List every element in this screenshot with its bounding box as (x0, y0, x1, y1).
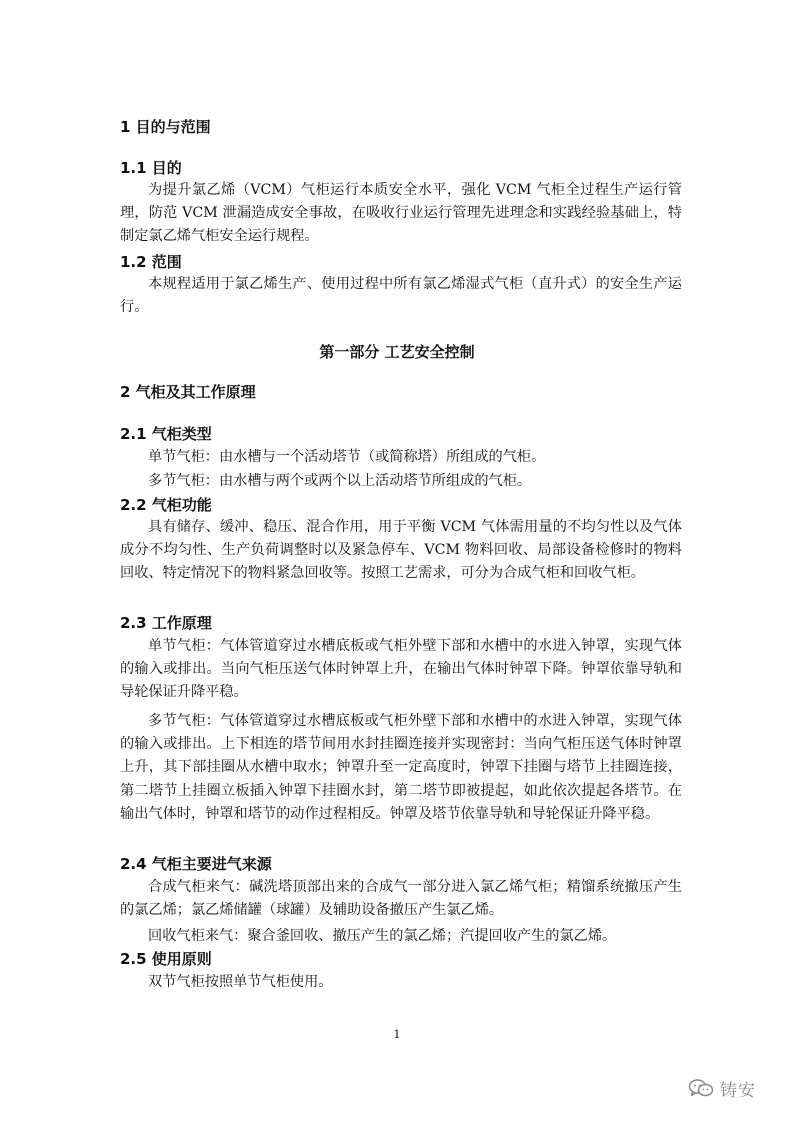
section-2-2-paragraph: 具有储存、缓冲、稳压、混合作用，用于平衡 VCM 气体需用量的不均匀性以及气体成分不均匀性、生产负荷调整时以及紧急停车、VCM 物料回收、局部设备检修时的物料回收、特定情况下的物料紧急回收等。按照工艺需求，可分为合成气柜和回收气柜。 (120, 519, 682, 582)
section-2-heading: 2 气柜及其工作原理 (120, 383, 256, 401)
section-2-4-paragraph-1: 合成气柜来气：碱洗塔顶部出来的合成气一部分进入氯乙烯气柜；精馏系统撤压产生的氯乙烯；氯乙烯储罐（球罐）及辅助设备撤压产生氯乙烯。 (120, 879, 682, 919)
part-1-heading: 第一部分 工艺安全控制 (319, 343, 475, 361)
wechat-icon (688, 1078, 714, 1098)
section-2-5-heading: 2.5 使用原则 (120, 950, 212, 968)
section-2-3-paragraph-2: 多节气柜：气体管道穿过水槽底板或气柜外壁下部和水槽中的水进入钟罩，实现气体的输入或排出。上下相连的塔节间用水封挂圈连接并实现密封：当向气柜压送气体时钟罩上升，其下部挂圈从水槽中取水；钟罩升至一定高度时，钟罩下挂圈与塔节上挂圈连接，第二塔节上挂圈立板插入钟罩下挂圈水封，第二塔节即被提起，如此依次提起各塔节。在输出气体时，钟罩和塔节的动作过程相反。钟罩及塔节依靠导轨和导轮保证升降平稳。 (120, 713, 682, 822)
section-2-4-heading: 2.4 气柜主要进气来源 (120, 855, 272, 873)
page-number: 1 (393, 1028, 401, 1041)
section-2-1-heading: 2.1 气柜类型 (120, 425, 212, 443)
section-1-2-heading: 1.2 范围 (120, 253, 182, 271)
section-2-4-paragraph-2: 回收气柜来气：聚合釜回收、撤压产生的氯乙烯；汽提回收产生的氯乙烯。 (148, 928, 617, 944)
watermark-text: 铸安 (720, 1080, 756, 1101)
section-2-3-heading: 2.3 工作原理 (120, 614, 212, 632)
section-1-1-heading: 1.1 目的 (120, 159, 182, 177)
section-2-5-paragraph: 双节气柜按照单节气柜使用。 (148, 974, 333, 990)
watermark (688, 1074, 756, 1102)
section-1-2-paragraph: 本规程适用于氯乙烯生产、使用过程中所有氯乙烯湿式气柜（直升式）的安全生产运行。 (120, 276, 682, 316)
section-2-2-heading: 2.2 气柜功能 (120, 496, 212, 514)
section-2-1-paragraph-1: 单节气柜：由水槽与一个活动塔节（或简称塔）所组成的气柜。 (148, 449, 546, 465)
section-2-1-paragraph-2: 多节气柜：由水槽与两个或两个以上活动塔节所组成的气柜。 (148, 473, 532, 489)
section-2-3-paragraph-1: 单节气柜：气体管道穿过水槽底板或气柜外壁下部和水槽中的水进入钟罩，实现气体的输入或排出。当向气柜压送气体时钟罩上升，在输出气体时钟罩下降。钟罩依靠导轨和导轮保证升降平稳。 (120, 638, 682, 701)
section-1-1-paragraph: 为提升氯乙烯（VCM）气柜运行本质安全水平，强化 VCM 气柜全过程生产运行管理，防范 VCM 泄漏造成安全事故，在吸收行业运行管理先进理念和实践经验基础上，特制定氯乙烯气柜安全运行规程。 (120, 182, 682, 245)
section-1-heading: 1 目的与范围 (120, 118, 211, 136)
